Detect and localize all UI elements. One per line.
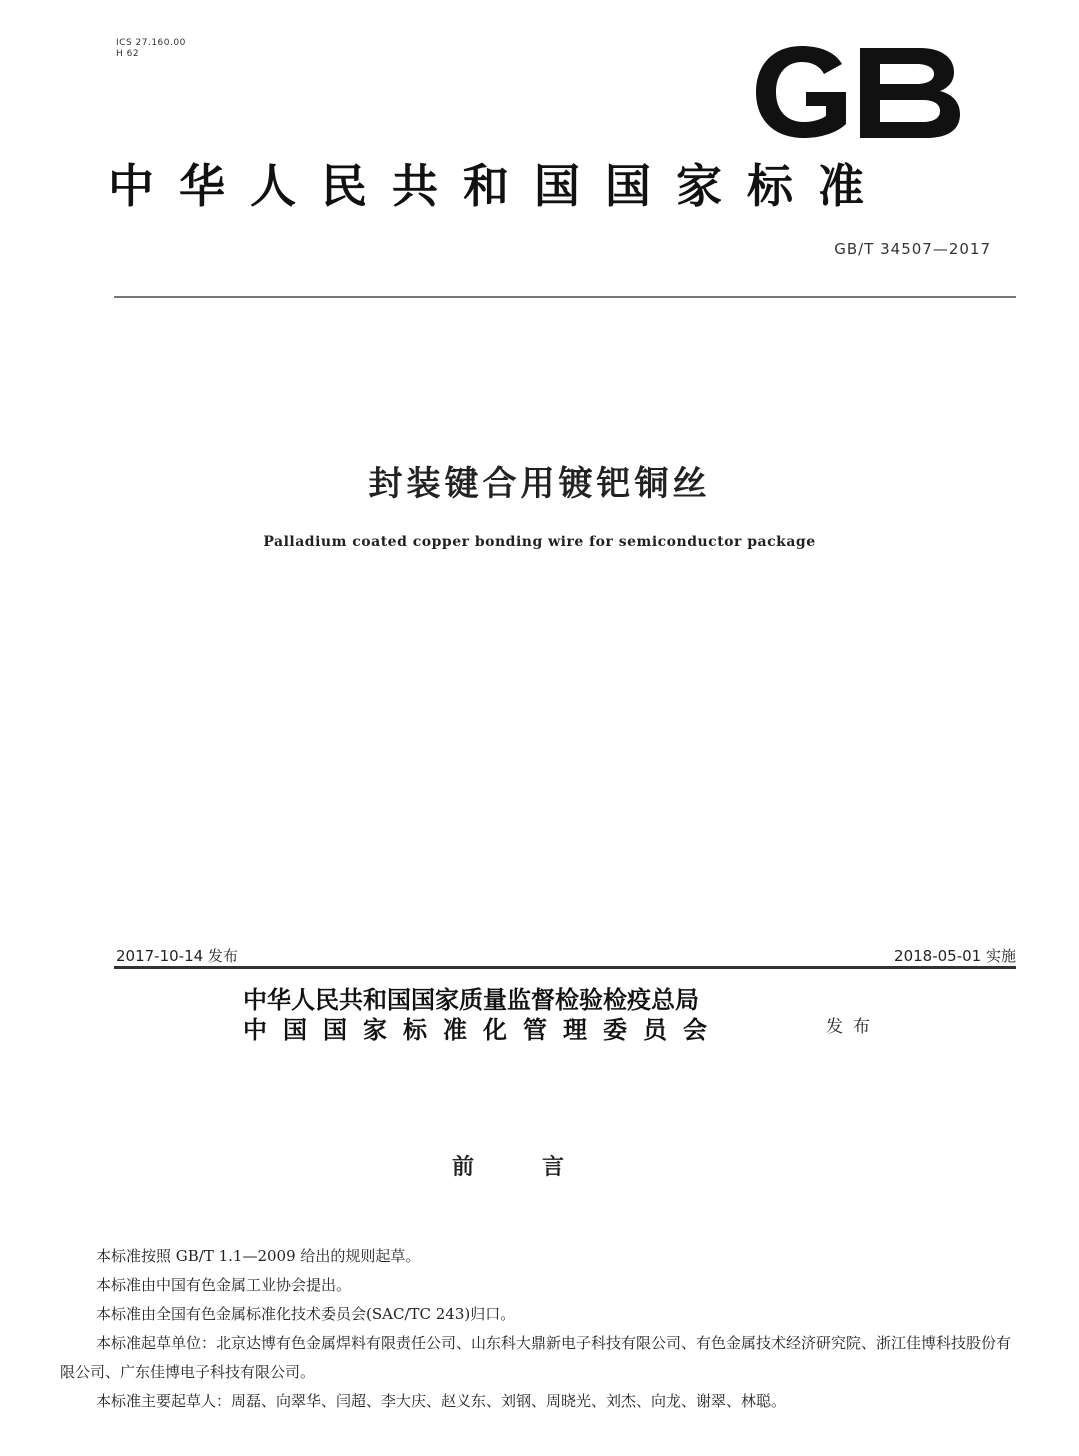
- ccs-code: H 62: [116, 49, 140, 59]
- issue-date: 2017-10-14 发布: [116, 947, 238, 965]
- implementation-date: 2018-05-01 实施: [894, 947, 1016, 965]
- standard-number: GB/T 34507—2017: [834, 240, 991, 258]
- classification-codes: [116, 38, 186, 60]
- national-standard-title: 中华人民共和国国家标准: [108, 159, 889, 213]
- issuer-sac: 中国国家标准化管理委员会: [243, 1016, 723, 1044]
- preface-heading: 前言: [452, 1155, 633, 1180]
- standard-title-chinese: 封装键合用镀钯铜丝: [368, 464, 711, 504]
- issue-label: 发布: [826, 1017, 880, 1037]
- preface-paragraph: 本标准主要起草人：周磊、向翠华、闫超、李大庆、赵义东、刘钢、周晓光、刘杰、向龙、谢翠、林聪。: [96, 1392, 787, 1410]
- date-row: [116, 945, 1016, 965]
- issuer-aqsiq: 中华人民共和国国家质量监督检验检疫总局: [243, 986, 699, 1014]
- preface-paragraph: 本标准由全国有色金属标准化技术委员会(SAC/TC 243)归口。: [96, 1305, 516, 1323]
- bottom-divider: [114, 966, 1016, 969]
- standard-title-english: Palladium coated copper bonding wire for semiconductor package: [263, 534, 816, 550]
- top-divider: [114, 296, 1016, 298]
- gb-logo-text: GB: [750, 42, 752, 43]
- issuing-authorities: [243, 985, 723, 1045]
- ics-code: ICS 27.160.00: [116, 38, 186, 48]
- preface-paragraph: 本标准起草单位：北京达博有色金属焊料有限责任公司、山东科大鼎新电子科技有限公司、有色金属技术经济研究院、浙江佳博科技股份有限公司、广东佳博电子科技有限公司。: [60, 1334, 1012, 1381]
- preface-paragraph: 本标准由中国有色金属工业协会提出。: [96, 1276, 352, 1294]
- preface-body: [60, 1242, 1020, 1416]
- preface-paragraph: 本标准按照 GB/T 1.1—2009 给出的规则起草。: [96, 1247, 421, 1265]
- gb-logo: [750, 42, 965, 142]
